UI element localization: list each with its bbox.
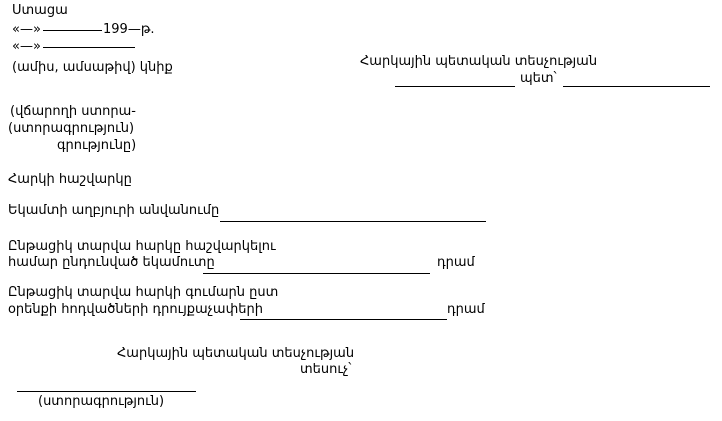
inspector-label: տեսուչ՝ — [300, 362, 352, 377]
income-currency-label: դրամ — [437, 255, 475, 270]
accepted-income-blank — [203, 273, 430, 274]
chief-name-blank — [563, 86, 710, 87]
current-year-income-line1: Ընթացիկ տարվա հարկը հաշվարկելու — [8, 239, 276, 254]
calculation-title: Հարկի հաշվարկը — [8, 172, 132, 187]
date-line1-blank — [43, 30, 102, 31]
date-line2-blank — [43, 47, 135, 48]
inspectorate-name-blank — [395, 86, 515, 87]
date-line2-quote: «—» — [12, 39, 41, 54]
inspector-signature-blank — [17, 391, 196, 392]
tax-amount-line2: օրենքի հոդվածների դրույքաչափերի — [8, 302, 263, 317]
date-line1-quote: «—» — [12, 22, 41, 37]
income-source-label: Եկամտի աղբյուրի անվանումը — [8, 203, 220, 218]
inspectorate-title-top: Հարկային պետական տեսչության — [360, 54, 598, 69]
payer-signature-line1: (վճարողի ստորա- — [10, 104, 136, 119]
income-source-blank — [220, 221, 486, 222]
received-label: Ստացա — [12, 3, 68, 18]
signature-caption: (ստորագրություն) — [38, 394, 165, 409]
payer-signature-line2: (ստորագրություն) — [8, 121, 135, 136]
inspectorate-title-footer: Հարկային պետական տեսչության — [117, 346, 355, 361]
chief-label: պետ՝ — [520, 71, 557, 86]
tax-amount-line1: Ընթացիկ տարվա հարկի գումարն ըստ — [8, 285, 279, 300]
date-line1-year: 199—թ. — [103, 22, 155, 37]
tax-amount-blank — [240, 319, 447, 320]
payer-signature-line3: գրությունը) — [57, 138, 137, 153]
current-year-income-line2: համար ընդունված եկամուտը — [8, 255, 215, 270]
month-date-seal-label: (ամիս, ամսաթիվ) կնիք — [12, 60, 173, 75]
tax-currency-label: դրամ — [447, 302, 485, 317]
